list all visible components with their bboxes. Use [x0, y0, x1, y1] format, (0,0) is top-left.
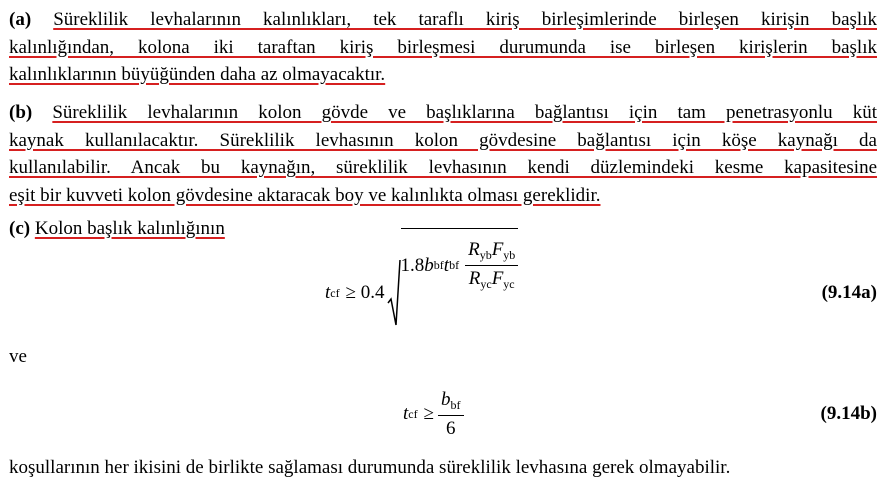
closing-sentence: koşullarının her ikisini de birlikte sağlaması durumunda süreklilik levhasına gerek olmayabilir. [9, 457, 731, 478]
bf-over-six-fraction: $\frac{b_{bf}}{6}$ [438, 389, 464, 440]
equation-number-9-14a: (9.14a) [821, 282, 877, 303]
paragraph-b-line-2: kaynak kullanılacaktır. Süreklilik levhasının kolon gövdesine bağlantısı için köşe kaynağı da [9, 129, 877, 151]
equation-number-9-14b: (9.14b) [820, 403, 877, 424]
paragraph-b-label: (b) [9, 102, 33, 123]
paragraph-a [9, 6, 877, 89]
paragraph-c-label: (c) [9, 218, 31, 239]
radical-sign [387, 259, 401, 327]
paragraph-a-line-3: kalınlıklarının büyüğünden daha az olmayacaktır. [9, 64, 386, 85]
radicand: 1.8 b bf t bf $\frac{R_{yb}F_{yb}}{R_{yc}F_{yc}}$ [401, 228, 519, 297]
connector-text: ve [9, 346, 27, 367]
paragraph-c-text: Kolon başlık kalınlığının [34, 218, 225, 239]
paragraph-b [9, 99, 877, 209]
paragraph-a-line-2: kalınlığından, kolona iki taraftan kiriş birleşmesi durumunda ise birleşen kirişlerin başlık [9, 36, 877, 58]
equation-9-14a: t cf ≥ 0.4 1.8 b bf t bf $\frac{R_{yb}F_{yb}}{R_{yc}F_{yc}}$ [325, 258, 518, 328]
paragraph-a-line-1: (a) Süreklilik levhalarının kalınlıkları, tek taraflı kiriş birleşimlerinde birleşen kirişin başlık [9, 9, 877, 30]
paragraph-b-line-3: kullanılabilir. Ancak bu kaynağın, süreklilik levhasının kendi düzlemindeki kesme kapasitesine [9, 157, 877, 178]
ratio-fraction: $\frac{R_{yb}F_{yb}}{R_{yc}F_{yc}}$ [465, 239, 518, 292]
equation-9-14b: t cf ≥ $\frac{b_{bf}}{6}$ [403, 384, 464, 444]
paragraph-a-label: (a) [9, 9, 32, 30]
paragraph-b-line-4: eşit bir kuvveti kolon gövdesine aktaracak boy ve kalınlıkta olması gereklidir. [9, 184, 601, 206]
paragraph-b-line-1: (b) Süreklilik levhalarının kolon gövde ve başlıklarına bağlantısı için tam penetrasyonlu küt [9, 102, 878, 123]
